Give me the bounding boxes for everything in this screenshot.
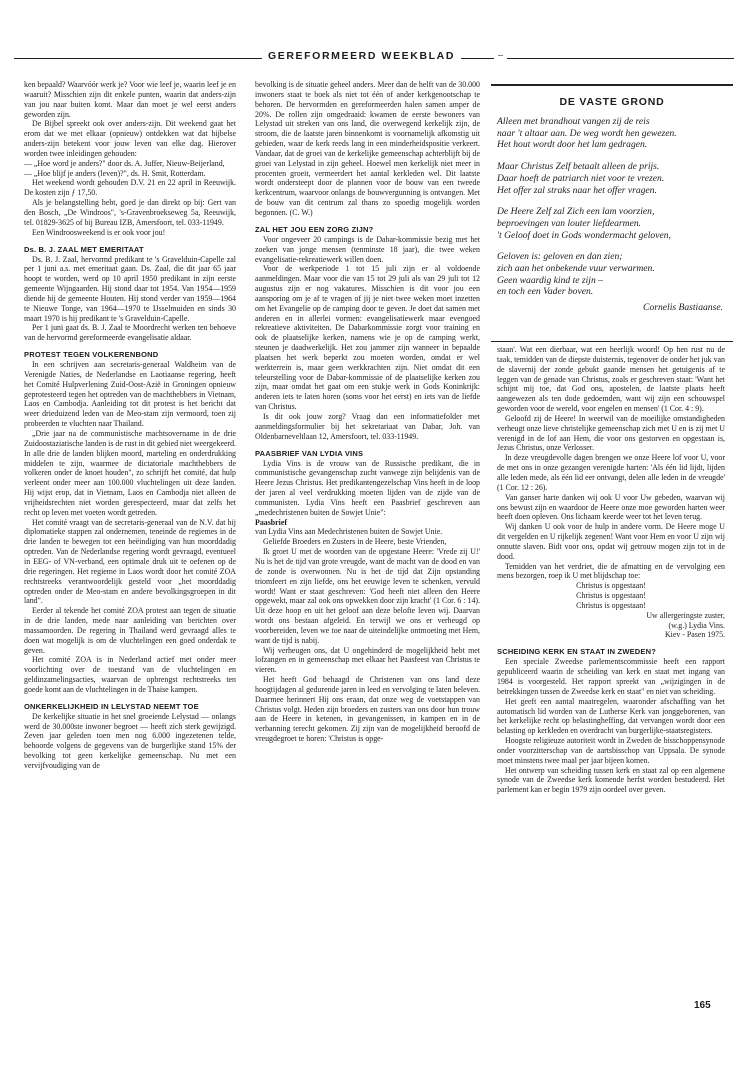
paragraph: Voor de werkperiode 1 tot 15 juli zijn er al voldoende aanmeldingen. Maar voor die van 15 tot 29 juli als van 29 juli tot 12 augustus zijn er nog vakatures. Misschien is dit voor jou een aansporing om je af te vragen of jij je niet twee weken moet inzetten om het Evangelie op de camping door te geven. Je doet dat samen met anderen en in allerlei vormen: evangelisatiewerk maar evengoed rekreatieve aktiviteiten. De Dabarkommissie zorgt voor training en ook de plaatselijke kerken, namens wie je op de camping werkt, steunen je daadwerkelijk. Het zou jammer zijn wanneer in bepaalde plaatsen het werk beperkt zou moeten worden, omdat er wel werkterrein is, maar geen werkkrachten zijn. Niet omdat dit een teleurstelling voor de Dabar-kommissie of de plaatselijke kerken zou zijn, maar omdat het gaat om een stukje werk in Gods Koninkrijk: anderen iets te laten horen (soms voor het eerst) en iets van de liefde van Christus. xyxy=(255,264,480,412)
letter-subheading: Paasbrief xyxy=(255,517,287,527)
poem-stanza xyxy=(497,206,729,241)
paragraph: Hoogste religieuze autoriteit wordt in Zweden de bisschoppensynode onder voorzitterschap van de aartsbisschop van Uppsala. De synode moet minstens twee maal per jaar bijeen komen. xyxy=(497,736,725,765)
paragraph: Van ganser harte danken wij ook U voor Uw gebeden, waarvan wij ons bewust zijn en waardoor de Heere onze moe geworden harten weer heeft doen opleven. Ons lichaam keerde weer tot het leven terug. xyxy=(497,492,725,522)
header-dash: – xyxy=(494,50,507,61)
poem-line: Alleen met brandhout vangen zij de reis xyxy=(497,116,650,127)
poem-line: Maar Christus Zelf betaalt alleen de prijs. xyxy=(497,161,660,173)
paragraph: Is dit ook jouw zorg? Vraag dan een informatiefolder met aanmeldingsformulier bij het sekretariaat van Dabar, Joh. van Oldenbarneveltlaan 12, Amersfoort, tel. 033-11949. xyxy=(255,412,480,441)
poem-line: Daar hoeft de patriarch niet voor te vrezen. xyxy=(497,172,665,184)
list-item: — „Hoe word je anders?" door ds. A. Juffer, Nieuw-Beijerland, xyxy=(24,158,225,168)
poem-author: Cornelis Bastiaanse. xyxy=(643,302,723,314)
exclamation-line: Christus is opgestaan! xyxy=(576,600,646,610)
article-heading: ONKERKELIJKHEID IN LELYSTAD NEEMT TOE xyxy=(24,701,199,711)
poem-title: DE VASTE GROND xyxy=(559,96,665,108)
article-heading: PROTEST TEGEN VOLKERENBOND xyxy=(24,350,159,360)
column-middle xyxy=(255,80,480,1048)
paragraph: bevolking is de situatie geheel anders. Meer dan de helft van de 30.000 inwoners staat te boek als niet tot één of ander kerkgenootschap te behoren. De hervormden en gereformeerden halen samen amper de 20%. De rollen zijn omgedraaid: kwamen de eerste bewoners van Lelystad uit streken van ons land, die overwegend kerkelijk zijn, de stroom, die de laatste jaren binnenkomt is voornamelijk afkomstig uit gebieden, waar de kerk reeds lang in een minderheidspositie verkeert. Vandaar, dat de groei van de kerkelijke gemeenschap achterblijft bij de groei van Lelystad in zijn geheel. Hoewel men kerkelijk niet meer in procenten groeit, vermeerdert het aantal kerkleden wel. Dit laatste wordt ondersteept door de plannen voor de bouw van een tweede kerkcentrum, waarvoor onlangs de bouwvergunning is ontvangen. Met de bouw van dit centrum zal thans zo spoedig mogelijk worden begonnen. (C. W.) xyxy=(255,80,480,217)
article-heading: Ds. B. J. ZAAL MET EMERITAAT xyxy=(24,244,144,254)
paragraph: Het heeft God behaagd de Christenen van ons land deze hoogtijdagen al gedurende jaren in leed en vervolging te laten beleven. Daarmee herinnert Hij ons eraan, dat onze weg de voetstappen van Christus volgt. Heden zijn broeders en zusters van ons door hun trouw aan de Heere in ketenen, in gevangenissen, in kampen en in de verbanning terecht gekomen. Zij zijn van de mogelijkheid beroofd de vreugdegroet te horen: 'Christus is opge- xyxy=(255,675,480,744)
paragraph: De kerkelijke situatie in het snel groeiende Lelystad — onlangs werd de 30.000ste inwoner begroet — heeft zich sterk gewijzigd. Zeven jaar geleden toen men nog 6.000 ingezetenen telde, behoorde volgens de gegevens van de burgerlijke stand 15% der bevolking tot geen kerkelijke gemeenschap. Nu met een vervijfvoudiging van de xyxy=(24,711,236,770)
list-item: — „Hoe blijf je anders (leven)?", ds. H. Smit, Rotterdam. xyxy=(24,168,206,178)
article-heading: ZAL HET JOU EEN ZORG ZIJN? xyxy=(255,224,374,234)
poem-line: De Heere Zelf zal Zich een lam voorzien, xyxy=(497,206,655,218)
page-header xyxy=(14,49,734,69)
paragraph: Wij danken U ook voor de hulp in andere vorm. De Heere moge U dit vergelden en U rijkelijk zegenen! Want voor Hem en voor U zijn wij onnutte slaven. Bidt voor ons, opdat wij getrouw mogen zijn tot in de dood. xyxy=(497,522,725,561)
paragraph: In deze vreugdevolle dagen brengen we onze Heere lof voor U, voor de met ons in onze gezangen verenigde harten: 'Als één lid lijdt, lijden alle leden mede, als één lid eer ontvangt, delen alle leden in de vreugde' (1 Cor. 12 : 26). xyxy=(497,453,725,492)
paragraph: Het weekend wordt gehouden D.V. 21 en 22 april in Reeuwijk. De kosten zijn ƒ 17,50. xyxy=(24,178,236,198)
poem-line: Het hout wordt door het lam gedragen. xyxy=(497,139,648,151)
paragraph: Het geeft een aantal maatregelen, waaronder afschaffing van het automatisch lid worden van de Lutherse Kerk van jonggeborenen, van het kerkelijke recht op belastingheffing, dat vervangen wordt door een belasting op kerkleden en overdracht van burgerlijke-staatsregisters. xyxy=(497,696,725,736)
paragraph: Geloofd zij de Heere! In weerwil van de moeilijke omstandigheden verheugt onze lieve christelijke gemeenschap zich met U en is zij met U verenigd in de lof aan Hem, die voor ons gestorven en opgestaan is, Jezus Christus, onze Verlosser. xyxy=(497,413,725,453)
poem-box xyxy=(491,84,733,342)
poem-stanza xyxy=(497,116,729,151)
paragraph: Wij verheugen ons, dat U ongehinderd de mogelijkheid hebt met lofzangen en in gemeenschap met elkaar het Paasfeest van Christus te vieren. xyxy=(255,645,480,675)
poem-line: zich aan het onbekende vuur verwarmen. xyxy=(497,263,655,275)
paragraph: Het comité ZOA is in Nederland actief met onder meer voorlichting over de toestand van de vluchtelingen en geldinzamelingsacties, waarvan de opbrengst rechtstreeks ten goede komt aan de vluchtelingen in de Thaise kampen. xyxy=(24,655,236,694)
page-number: 165 xyxy=(694,1000,711,1011)
paragraph: Een speciale Zweedse parlementscommissie heeft een rapport gepubliceerd waarin de scheiding van kerk en staat met ingang van 1984 is voorgesteld. Het rapport spreekt van „wijzigingen in de betrekkingen tussen de Zweedse kerk en staat" en niet van scheiding. xyxy=(497,657,725,696)
paragraph: van Lydia Vins aan Medechristenen buiten de Sowjet Unie. xyxy=(255,527,443,537)
poem-line: en toch een Vader boven. xyxy=(497,286,594,298)
paragraph: Temidden van het verdriet, die de afmatting en de vervolging een mens bezorgen, roep ik U met blijdschap toe: xyxy=(497,561,725,581)
paragraph: Eerder al tekende het comité ZOA protest aan tegen de situatie in de drie landen, mede naar aanleiding van berichten over massamoorden. De regering in Thailand werd gevraagd alles te doen wat mogelijk is om de vluchtelingen een goed onderdak te geven. xyxy=(24,606,236,655)
signature-line: Kiev - Pasen 1975. xyxy=(664,630,725,640)
poem-stanza xyxy=(497,251,729,298)
article-heading: PAASBRIEF VAN LYDIA VINS xyxy=(255,448,364,458)
exclamation-line: Christus is opgestaan! xyxy=(576,581,646,591)
article-heading: SCHEIDING KERK EN STAAT IN ZWEDEN? xyxy=(497,647,657,657)
paragraph: De Bijbel spreekt ook over anders-zijn. Dit weekend gaat het erom dat we met elkaar (opnieuw) ontdekken wat dat bijbelse anders-zijn betekent voor jouw leven van elke dag. Hierover worden twee inleidingen gehouden: xyxy=(24,119,236,158)
poem-line: 't Geloof doet in Gods wondermacht geloven, xyxy=(497,229,671,241)
poem-line: Geen waardig kind te zijn – xyxy=(497,274,603,286)
paragraph: Per 1 juni gaat ds. B. J. Zaal te Moordrecht werken ten behoeve van de hervormd gereformeerde evangelisatie aldaar. xyxy=(24,323,236,343)
paragraph: „Drie jaar na de communistische machtsovername in de drie Zuidoostaziatische landen is de rust in dit gebied niet weergekeerd. In alle drie de landen blijken moord, marteling en onderdrukking middelen te zijn, waarmee de dictatoriale machthebbers de volkeren onder de knoet houden", zo schrijft het comité, dat hulp verleent onder meer aan 100.000 vluchtelingen uit deze landen. Hij wijst erop, dat in Vietnam, Laos en Cambodja niet alleen de vrijheidsrechten niet worden gerespecteerd, maar dat zelfs het recht op leven met voeten wordt getreden. xyxy=(24,429,236,517)
exclamation-line: Christus is opgestaan! xyxy=(576,591,646,601)
column-right xyxy=(497,345,725,1055)
poem-bottom-rule xyxy=(491,341,733,342)
paragraph: Het comité vraagt van de secretaris-generaal van de N.V. dat hij diplomatieke stappen zal ondernemen, teneinde de regiemes in de drie landen te bewegen tot een beëindiging van hun moorddadig optreden. Van de Nederlandse regering wordt gevraagd, eventueel in EEG- of VN-verband, een optimale druk uit te oefenen op de drie regeringen. Het regieme in Laos wordt door het comité ZOA rechtstreeks verantwoordelijk gesteld voor „het moorddadig optreden onder de Meo-stam en andere bevolkingsgroepen in dit land". xyxy=(24,517,236,606)
paragraph: Als je belangstelling hebt, goed je dan direkt op bij: Gert van den Bosch, „De Windroos", 's-Gravenbroekseweg 5a, Reeuwijk, tel. 01829-3625 of bij Bureau IZB, Amersfoort, tel. 033-11949. xyxy=(24,198,236,227)
poem-stanza xyxy=(497,161,729,196)
poem-line: Geloven is: geloven en dan zien; xyxy=(497,251,623,263)
publication-title: GEREFORMEERD WEEKBLAD xyxy=(262,50,461,62)
signature-line: Uw allergeringste zuster, xyxy=(646,610,725,620)
paragraph: In een schrijven aan secretaris-generaal Waldheim van de Verenigde Naties, de Nederlandse en Laotiaanse regering, heeft het Comité Hulpverlening Zuid-Oost-Azië in Groningen opnieuw geprotesteerd tegen het optreden van de machthebbers in Vietnam, Laos en Cambodja. Aanleiding tot dit protest is het bericht dat weer drieduizend leden van de Meo-stam zijn vermoord, toen zij probeerden te vluchten naar Thailand. xyxy=(24,360,236,429)
paragraph: staan'. Wat een dierbaar, wat een heerlijk woord! Op hen rust nu de taak, temidden van de diepste duisternis, tegenover de onder het juk van de slavernij der zonde gebukt gaande mensen het getuigenis af te leggen van de genade van Christus, zoals er geschreven staat: 'Want het schijnt mij toe, dat God ons, apostelen, de laatste plaats heeft aangewezen als ten dode gedoemden, want wij zijn een schouwspel geworden voor de wereld, voor engelen en mensen' (1 Cor. 4 : 9). xyxy=(497,345,725,414)
column-left xyxy=(24,80,236,1048)
paragraph: Een Windroosweekend is er ook voor jou! xyxy=(32,227,166,237)
paragraph: Ik groet U met de woorden van de opgestane Heere: 'Vrede zij U!' Nu is het de tijd van grote vreugde, want de macht van de dood en van de zonde is overwonnen. Nu is het de tijd dat Zijn opstanding triomfeert en zijn liefde, ons het eeuwige leven te schenken, vervuld wordt! Want er staat geschreven: 'God heeft niet alleen den Heere opgewekt, maar zal ook ons opwekken door zijn kracht' (1 Cor. 6 : 14). Uit deze hoop en uit het geloof aan deze belofte leven wij. Daarvan wordt ons bestaan afgeleid. En terwijl we ons er verheugd op voorbereiden, leven we toe naar de uiteindelijke ontmoeting met Hem, want de tijd is nabij. xyxy=(255,547,480,645)
salutation: Geliefde Broeders en Zusters in de Heere, beste Vrienden, xyxy=(263,537,447,547)
paragraph: ken bepaald? Waarvóór werk je? Voor wie leef je, waarin leef je en waaruit? Misschien zijn dit enkele punten, waarin dat anders-zijn van jou naar buiten komt. Maar dan moet je wel eerst anders geworden zijn. xyxy=(24,80,236,119)
poem-line: naar 't altaar aan. De weg wordt hen gewezen. xyxy=(497,127,677,139)
poem-body xyxy=(497,116,729,314)
poem-line: Het offer zal straks naar het offer vragen. xyxy=(497,184,657,196)
poem-line: beproevingen van louter liefdearmen. xyxy=(497,217,642,229)
paragraph: Lydia Vins is de vrouw van de Russische predikant, die in communistische gevangenschap zucht vanwege zijn belijdenis van de Heere Jezus Christus. Het predikantengezelschap Vins heeft in de loop der jaren al veel verdrukking moeten lijden van de zijde van de communisten. Lydia Vins heeft een Paasbrief geschreven aan „medechristenen buiten de Sowjet Unie": xyxy=(255,458,480,517)
signature-line: (w.g.) Lydia Vins. xyxy=(668,620,725,630)
paragraph: Ds. B. J. Zaal, hervormd predikant te 's Gravelduin-Capelle zal per 1 juni a.s. met emeritaat gaan. Ds. Zaal, die dit jaar 65 jaar hoopt te worden, werd op 10 april 1950 predikant in zijn eerste gemeente Wijngaarden. Hij stond daar tot 1954. Van 1954—1959 diende hij de gemeente Houten. Hij stond verder van 1959—1964 te Nieuwe Tonge, van 1964—1970 te IJsselmuiden en sinds 30 maart 1970 is hij predikant te 's Gravelduin-Capelle. xyxy=(24,254,236,323)
paragraph: Voor ongeveer 20 campings is de Dabar-kommissie bezig met het zoeken van jonge mensen (tenminste 18 jaar), die twee weken evangelisatie-rekreatiewerk willen doen. xyxy=(255,234,480,264)
paragraph: Het ontwerp van scheiding tussen kerk en staat zal op een algemene synode van de Zweedse kerk komende herfst worden bestudeerd. Het parlement kan er begin 1979 zijn oordeel over geven. xyxy=(497,765,725,795)
